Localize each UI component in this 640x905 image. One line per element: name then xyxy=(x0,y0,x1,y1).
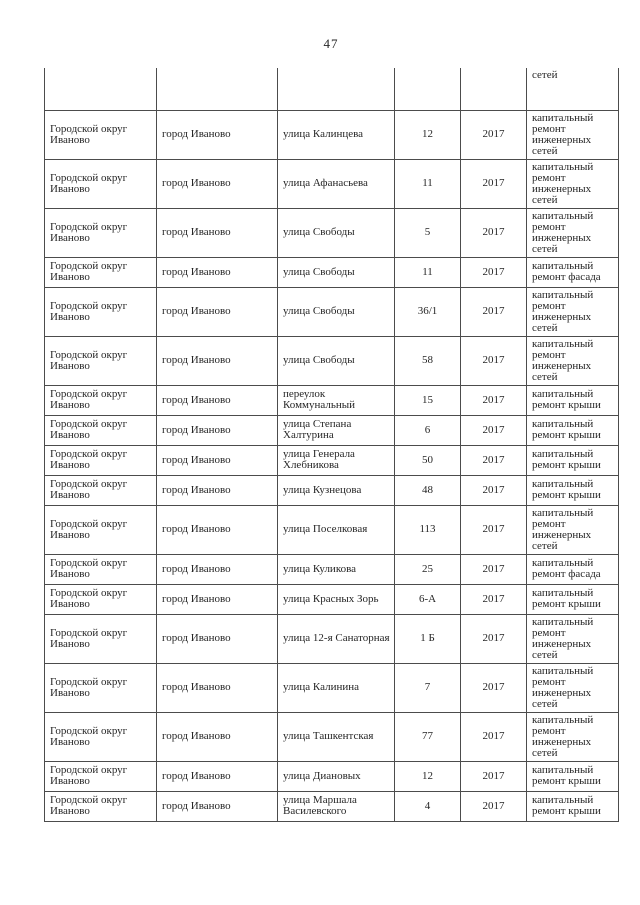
cell-city: город Иваново xyxy=(157,415,278,445)
cell-street: улица Калинцева xyxy=(278,110,395,159)
cell-house: 48 xyxy=(395,475,461,505)
cell-district: Городской округ Иваново xyxy=(45,415,157,445)
cell-city: город Иваново xyxy=(157,110,278,159)
cell-year: 2017 xyxy=(461,257,527,287)
table-row xyxy=(45,505,619,554)
cell-district: Городской округ Иваново xyxy=(45,712,157,761)
cell-house: 6-А xyxy=(395,584,461,614)
cell-work: капитальный ремонт инженерных сетей xyxy=(527,159,619,208)
table-row xyxy=(45,287,619,336)
table-row xyxy=(45,110,619,159)
cell-district: Городской округ Иваново xyxy=(45,159,157,208)
capital-repair-table xyxy=(44,68,619,822)
cell-district: Городской округ Иваново xyxy=(45,445,157,475)
cell-work: капитальный ремонт фасада xyxy=(527,257,619,287)
cell-street: переулок Коммунальный xyxy=(278,385,395,415)
cell-city: город Иваново xyxy=(157,475,278,505)
cell-city: город Иваново xyxy=(157,505,278,554)
cell-district: Городской округ Иваново xyxy=(45,287,157,336)
cell-year: 2017 xyxy=(461,761,527,791)
cell-district: Городской округ Иваново xyxy=(45,554,157,584)
cell-year: 2017 xyxy=(461,614,527,663)
cell-city: город Иваново xyxy=(157,791,278,821)
cell-district: Городской округ Иваново xyxy=(45,110,157,159)
cell-city: город Иваново xyxy=(157,287,278,336)
cell-street: улица Красных Зорь xyxy=(278,584,395,614)
table-row xyxy=(45,614,619,663)
cell-year: 2017 xyxy=(461,475,527,505)
cell-house: 11 xyxy=(395,257,461,287)
cell-year-empty xyxy=(461,68,527,110)
cell-year: 2017 xyxy=(461,584,527,614)
carryover-row xyxy=(45,68,619,110)
cell-street-empty xyxy=(278,68,395,110)
cell-street: улица Поселковая xyxy=(278,505,395,554)
cell-district-empty xyxy=(45,68,157,110)
cell-house: 50 xyxy=(395,445,461,475)
cell-district: Городской округ Иваново xyxy=(45,791,157,821)
cell-city: город Иваново xyxy=(157,712,278,761)
page-number: 47 xyxy=(323,36,339,51)
cell-city: город Иваново xyxy=(157,257,278,287)
table-row xyxy=(45,475,619,505)
cell-work: капитальный ремонт инженерных сетей xyxy=(527,110,619,159)
table-row xyxy=(45,445,619,475)
cell-district: Городской округ Иваново xyxy=(45,208,157,257)
cell-house: 12 xyxy=(395,761,461,791)
cell-house: 11 xyxy=(395,159,461,208)
cell-district: Городской округ Иваново xyxy=(45,663,157,712)
cell-house: 113 xyxy=(395,505,461,554)
cell-city: город Иваново xyxy=(157,385,278,415)
cell-work: капитальный ремонт фасада xyxy=(527,554,619,584)
cell-work-tail: сетей xyxy=(527,68,619,110)
cell-house: 58 xyxy=(395,336,461,385)
cell-street: улица Генерала Хлебникова xyxy=(278,445,395,475)
cell-street: улица Свободы xyxy=(278,287,395,336)
table-row xyxy=(45,761,619,791)
table-row xyxy=(45,257,619,287)
cell-district: Городской округ Иваново xyxy=(45,385,157,415)
cell-street: улица Свободы xyxy=(278,257,395,287)
cell-city: город Иваново xyxy=(157,445,278,475)
table-row xyxy=(45,159,619,208)
cell-year: 2017 xyxy=(461,208,527,257)
cell-work: капитальный ремонт инженерных сетей xyxy=(527,208,619,257)
cell-work: капитальный ремонт инженерных сетей xyxy=(527,336,619,385)
cell-street: улица Степана Халтурина xyxy=(278,415,395,445)
cell-work: капитальный ремонт инженерных сетей xyxy=(527,614,619,663)
table-body xyxy=(45,68,619,821)
cell-year: 2017 xyxy=(461,791,527,821)
cell-house: 4 xyxy=(395,791,461,821)
cell-year: 2017 xyxy=(461,385,527,415)
cell-work: капитальный ремонт крыши xyxy=(527,761,619,791)
cell-district: Городской округ Иваново xyxy=(45,584,157,614)
cell-city: город Иваново xyxy=(157,208,278,257)
cell-city: город Иваново xyxy=(157,761,278,791)
cell-city: город Иваново xyxy=(157,159,278,208)
table-row xyxy=(45,712,619,761)
cell-year: 2017 xyxy=(461,110,527,159)
table-row xyxy=(45,415,619,445)
cell-district: Городской округ Иваново xyxy=(45,614,157,663)
table-row xyxy=(45,584,619,614)
cell-street: улица Афанасьева xyxy=(278,159,395,208)
cell-house: 77 xyxy=(395,712,461,761)
cell-city: город Иваново xyxy=(157,336,278,385)
cell-work: капитальный ремонт инженерных сетей xyxy=(527,663,619,712)
table-row xyxy=(45,336,619,385)
cell-year: 2017 xyxy=(461,159,527,208)
cell-street: улица Диановых xyxy=(278,761,395,791)
cell-city: город Иваново xyxy=(157,584,278,614)
cell-house: 25 xyxy=(395,554,461,584)
cell-district: Городской округ Иваново xyxy=(45,257,157,287)
cell-house-empty xyxy=(395,68,461,110)
cell-year: 2017 xyxy=(461,336,527,385)
cell-year: 2017 xyxy=(461,445,527,475)
cell-city: город Иваново xyxy=(157,614,278,663)
cell-year: 2017 xyxy=(461,505,527,554)
cell-street: улица Ташкентская xyxy=(278,712,395,761)
cell-district: Городской округ Иваново xyxy=(45,475,157,505)
cell-work: капитальный ремонт крыши xyxy=(527,415,619,445)
cell-street: улица 12-я Санаторная xyxy=(278,614,395,663)
cell-work: капитальный ремонт инженерных сетей xyxy=(527,287,619,336)
cell-district: Городской округ Иваново xyxy=(45,761,157,791)
cell-house: 12 xyxy=(395,110,461,159)
cell-street: улица Маршала Василевского xyxy=(278,791,395,821)
cell-city: город Иваново xyxy=(157,554,278,584)
cell-year: 2017 xyxy=(461,287,527,336)
table-row xyxy=(45,663,619,712)
cell-house: 7 xyxy=(395,663,461,712)
cell-year: 2017 xyxy=(461,712,527,761)
cell-house: 1 Б xyxy=(395,614,461,663)
cell-work: капитальный ремонт крыши xyxy=(527,475,619,505)
cell-house: 15 xyxy=(395,385,461,415)
cell-street: улица Свободы xyxy=(278,336,395,385)
cell-city: город Иваново xyxy=(157,663,278,712)
cell-work: капитальный ремонт инженерных сетей xyxy=(527,505,619,554)
cell-house: 5 xyxy=(395,208,461,257)
cell-work: капитальный ремонт инженерных сетей xyxy=(527,712,619,761)
cell-year: 2017 xyxy=(461,554,527,584)
cell-street: улица Калинина xyxy=(278,663,395,712)
cell-work: капитальный ремонт крыши xyxy=(527,385,619,415)
cell-street: улица Куликова xyxy=(278,554,395,584)
cell-house: 36/1 xyxy=(395,287,461,336)
cell-street: улица Свободы xyxy=(278,208,395,257)
table-row xyxy=(45,385,619,415)
cell-district: Городской округ Иваново xyxy=(45,505,157,554)
cell-work: капитальный ремонт крыши xyxy=(527,445,619,475)
table-row xyxy=(45,208,619,257)
cell-work: капитальный ремонт крыши xyxy=(527,791,619,821)
cell-work: капитальный ремонт крыши xyxy=(527,584,619,614)
cell-district: Городской округ Иваново xyxy=(45,336,157,385)
table-row xyxy=(45,791,619,821)
cell-year: 2017 xyxy=(461,663,527,712)
cell-city-empty xyxy=(157,68,278,110)
table-row xyxy=(45,554,619,584)
cell-year: 2017 xyxy=(461,415,527,445)
cell-house: 6 xyxy=(395,415,461,445)
cell-street: улица Кузнецова xyxy=(278,475,395,505)
